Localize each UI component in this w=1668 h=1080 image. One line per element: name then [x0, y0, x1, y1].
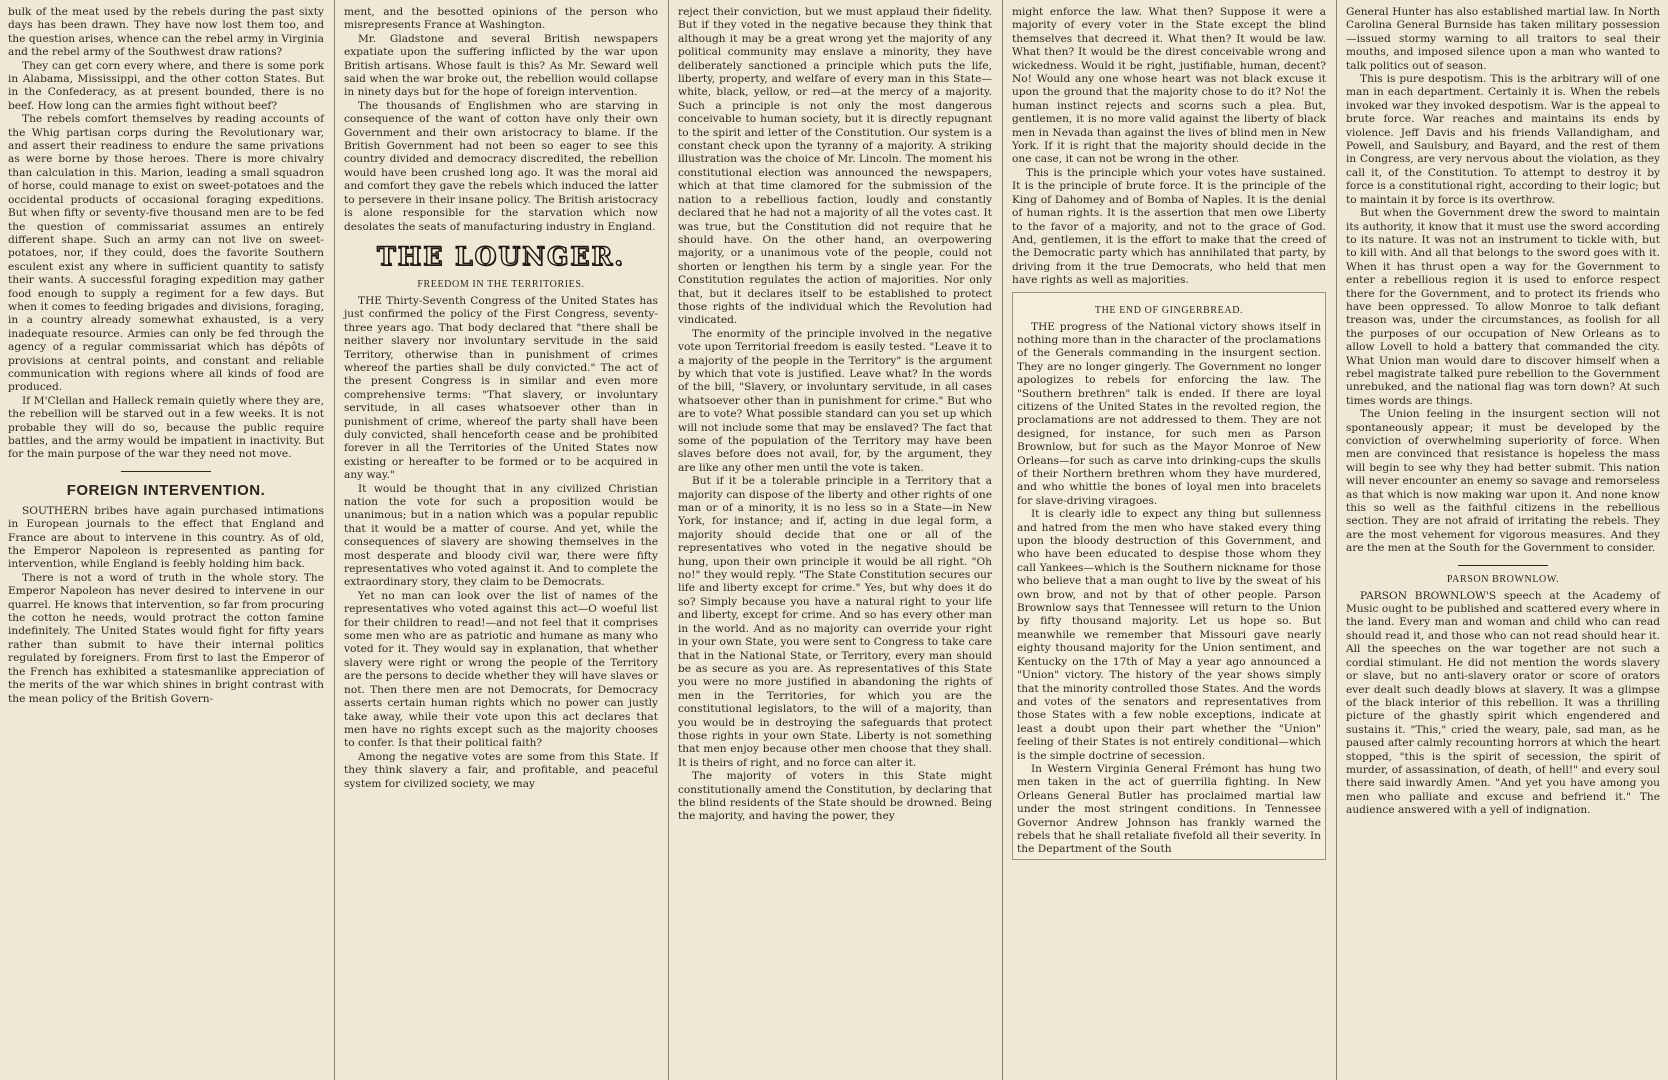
column-4	[1004, 0, 1334, 1080]
column-rule	[668, 0, 669, 1080]
paragraph: This is the principle which your votes have sustained. It is the principle of brute force. It is the principle of the King of Dahomey and of Bomba of Naples. It is the denial of human rights. It is the assertion that men owe Liberty to the favor of a majority, and not to the grace of God. And, gentlemen, it is the effort to make that the creed of the Democratic party which has annihilated that party, by driving from it the true Democrats, who held that men have rights as well as majorities.	[1012, 166, 1326, 287]
paragraph: ment, and the besotted opinions of the person who misrepresents France at Washington.	[344, 6, 658, 32]
paragraph: might enforce the law. What then? Suppose it were a majority of every voter in the State except the blind themselves that decreed it. What then? It would be law. What then? It would be the direst conceivable wrong and wickedness. Would it be right, justifiable, human, decent? No! Would any one whose heart was not black excuse it upon the ground that the majority chose to do it? No! the human instinct rejects and scorns such a plea. But, gentlemen, it is no more valid against the liberty of black men in Nevada than against the lives of blind men in New York. If it is right that the majority should decide in the one case, it can not be wrong in the other.	[1012, 6, 1326, 166]
paragraph: PARSON BROWNLOW'S speech at the Academy of Music ought to be published and scattered every where in the land. Every man and woman and child who can read should read it, and those who can not read should hear it. All the speeches on the war together are not such a cordial stimulant. He did not mention the words slavery or slave, but no anti-slavery orator or score of orators ever dealt such deadly blows at slavery. It was a glimpse of the black interior of this rebellion. It was a thrilling picture of the ghastly spirit which engendered and sustains it. "This," cried the weary, pale, sad man, as he paused after calmly recounting horrors at which the heart stopped, "this is the spirit of secession, the spirit of murder, of assassination, of death, of hell!" and every soul there said inwardly Amen. "And yet you have among you men who palliate and excuse and befriend it." The audience answered with a yell of indignation.	[1346, 589, 1660, 817]
paragraph: SOUTHERN bribes have again purchased intimations in European journals to the effect that England and France are about to intervene in this country. As of old, the Emperor Napoleon is represented as panting for intervention, while England is feebly holding him back.	[8, 504, 324, 571]
paragraph: Yet no man can look over the list of names of the representatives who voted against this act—O woeful list for their children to read!—and not feel that it comprises some men who are as patriotic and humane as many who voted for it. They would say in explanation, that whether slavery were right or wrong the people of the Territory are the persons to decide whether they will have slaves or not. Then there men are not Democrats, for Democracy asserts certain human rights which no power can justly take away, while their vote upon this act declares that men have no rights except such as the majority chooses to confer. Is that their political faith?	[344, 589, 658, 750]
subheading-end-of-gingerbread: THE END OF GINGERBREAD.	[1094, 304, 1244, 316]
section-divider	[1458, 565, 1548, 566]
column-rule	[1336, 0, 1337, 1080]
paragraph: There is not a word of truth in the whole story. The Emperor Napoleon has never desired to intervene in our quarrel. He knows that intervention, so far from procuring the cotton he needs, would protract the cotton famine indefinitely. The United States would fight for fifty years rather than submit to have their internal politics regulated by foreigners. From first to last the Emperor of the French has exhibited a statesmanlike appreciation of the merits of the war which shines in bright contrast with the mean policy of the British Govern-	[8, 571, 324, 705]
column-3	[670, 0, 1000, 1080]
subheading-freedom-in-the-territories: FREEDOM IN THE TERRITORIES.	[417, 278, 585, 290]
paragraph: In Western Virginia General Frémont has hung two men taken in the act of guerrilla fighting. In New Orleans General Butler has proclaimed martial law under the most stringent conditions. In Tennessee Governor Andrew Johnson has frankly warned the rebels that he shall retaliate fivefold all their severity. In the Department of the South	[1017, 762, 1321, 856]
paragraph: THE Thirty-Seventh Congress of the United States has just confirmed the policy of the First Congress, seventy-three years ago. That body declared that "there shall be neither slavery nor involuntary servitude in the said Territory, otherwise than in punishment of crimes whereof the parties shall be duly convicted." The act of the present Congress is in similar and even more comprehensive terms: "That slavery, or involuntary servitude, in all cases whatsoever other than in punishment of crime, whereof the party shall have been duly convicted, shall henceforth cease and be prohibited forever in all the Territories of the United States now existing or hereafter to be formed or to be acquired in any way."	[344, 294, 658, 482]
section-divider	[121, 471, 211, 472]
paragraph: Mr. Gladstone and several British newspapers expatiate upon the suffering inflicted by the war upon British artisans. Whose fault is this? As Mr. Seward well said when the war broke out, the rebellion would collapse in ninety days but for the hope of foreign intervention.	[344, 32, 658, 99]
paragraph: They can get corn every where, and there is some pork in Alabama, Mississippi, and the other cotton States. But in the Confederacy, as at present bounded, there is no beef. How long can the armies fight without beef?	[8, 59, 324, 112]
paragraph: But if it be a tolerable principle in a Territory that a majority can dispose of the liberty and other rights of one man or of a minority, it is no less so in a State—in New York, for instance; and if, acting in due legal form, a majority should decide that one or all of the representatives who voted in the negative should be hung, upon their own principle it would be all right. "Oh no!" they would reply. "The State Constitution secures our life and liberty except for crime." Yes, but why does it do so? Simply because you have a natural right to your life and liberty, except for crime. And so has every other man in the world. And as no majority can override your right in your own State, you were sent to Congress to take care that in the National State, or Territory, every man should be as secure as you are. As representatives of this State you were no more justified in abandoning the rights of men in the Territories, for which you are the constitutional legislators, to the will of a majority, than you would be in destroying the safeguards that protect those rights in your own State. Liberty is not something that men enjoy because other men choose that they shall. It is theirs of right, and no force can alter it.	[678, 475, 992, 769]
paragraph: THE progress of the National victory shows itself in nothing more than in the character of the proclamations of the Generals commanding in the insurgent section. They are no longer gingerly. The Government no longer apologizes to rebels for enforcing the law. The "Southern brethren" talk is ended. If there are loyal citizens of the United States in the revolted region, the proclamations are not addressed to them. They are not designed, for instance, for such men as Parson Brownlow, but for such as the Mayor Monroe of New Orleans—for such as carve into drinking-cups the skulls of their Northern brethren whom they have murdered, and who whittle the bones of loyal men into bracelets for slave-driving viragoes.	[1017, 320, 1321, 507]
paragraph: The majority of voters in this State might constitutionally amend the Constitution, by declaring that the blind residents of the State should be drowned. Being the majority, and having the power, they	[678, 770, 992, 823]
paragraph: General Hunter has also established martial law. In North Carolina General Burnside has taken military possession—issued stormy warning to all traitors to seal their mouths, and imposed silence upon a man who wanted to talk politics out of season.	[1346, 6, 1660, 72]
subheading-parson-brownlow: PARSON BROWNLOW.	[1446, 573, 1560, 585]
section-heading-foreign-intervention: FOREIGN INTERVENTION.	[66, 481, 266, 499]
column-5	[1338, 0, 1668, 1080]
paragraph: The enormity of the principle involved in the negative vote upon Territorial freedom is easily tested. "Leave it to a majority of the people in the Territory" is the argument by which that vote is justified. Leave what? In the words of the bill, "Slavery, or involuntary servitude, in all cases whatsoever other than in punishment for crime." But who are to vote? What possible standard can you set up which will not include some that may be enslaved? The fact that some of the population of the Territory may have been slaves before does not avail, for, by the argument, they are like any other men until the vote is taken.	[678, 327, 992, 474]
paragraph: The Union feeling in the insurgent section will not spontaneously appear; it must be developed by the conviction of overwhelming superiority of force. When men are convinced that resistance is hopeless the mass will begin to see why they had better submit. This nation will never encounter an enemy so savage and remorseless as that which is now making war upon it. And none know this so well as the faithful citizens in the rebellious section. They are not afraid of irritating the rebels. They are the most vehement for vigorous measures. And they are the men at the South for the Government to consider.	[1346, 408, 1660, 555]
paragraph: It would be thought that in any civilized Christian nation the vote for such a proposition would be unanimous; but in a nation which was a popular republic that it would be a matter of course. And yet, while the consequences of slavery are showing themselves in the most desperate and bloody civil war, there were fifty representatives who voted against it. And to complete the extraordinary story, they claim to be Democrats.	[344, 482, 658, 589]
paragraph: This is pure despotism. This is the arbitrary will of one man in each department. Certainly it is. When the rebels invoked war they invoked despotism. War is the appeal to brute force. War reaches and maintains its ends by violence. Jeff Davis and his friends Vallandigham, and Powell, and Saulsbury, and Bayard, and the rest of them in Congress, are very nervous about the violation, as they call it, of the Constitution. To attempt to destroy it by force is a constitutional right, according to their logic; but to maintain it by force is its overthrow.	[1346, 73, 1660, 206]
column-1	[0, 0, 332, 1080]
gingerbread-article-box	[1012, 292, 1326, 860]
paragraph: Among the negative votes are some from this State. If they think slavery a fair, and profitable, and peaceful system for civilized society, we may	[344, 750, 658, 790]
paragraph: reject their conviction, but we must applaud their fidelity. But if they voted in the negative because they think that although it may be a great wrong yet the majority of any political community may enslave a minority, they have deliberately sanctioned a principle which puts the life, liberty, property, and welfare of every man in this State—white, black, yellow, or red—at the mercy of a majority. Such a principle is not only the most dangerous conceivable to human society, but it is directly repugnant to the spirit and letter of the Constitution. Our system is a constant check upon the tyranny of a majority. A striking illustration was the choice of Mr. Lincoln. The moment his constitutional election was announced the newspapers, which at that time clamored for the submission of the nation to a rebellious faction, loudly and constantly declared that he had not a majority of all the votes cast. It was true, but the Constitution did not require that he should have. On the other hand, an overpowering majority, or a unanimous vote of the people, could not shorten or lengthen his term by a single year. For the Constitution regulates the action of majorities. Nor only that, but it declares itself to be established to protect those rights of the individual which the Revolution had vindicated.	[678, 6, 992, 327]
paragraph: It is clearly idle to expect any thing but sullenness and hatred from the men who have staked every thing upon the bloody destruction of this Government, and who have been educated to despise those whom they call Yankees—which is the Southern nickname for those who believe that a man ought to live by the sweat of his own brow, and not by that of other people. Parson Brownlow says that Tennessee will return to the Union by fifty thousand majority. Let us hope so. But meanwhile we remember that Missouri gave nearly eighty thousand majority for the Union sentiment, and Kentucky on the 17th of May a year ago announced a "Union" victory. The history of the year shows simply that the minority controlled those States. And the words and votes of the senators and representatives from those States with a few noble exceptions, indicate at least a doubt upon their part whether the "Union" feeling of their States is not entirely conditional—which is the simple doctrine of secession.	[1017, 508, 1321, 762]
column-rule	[1002, 0, 1003, 1080]
paragraph: If M'Clellan and Halleck remain quietly where they are, the rebellion will be starved out in a few weeks. It is not probable they will do so, because the public require battles, and the army would be impatient in inactivity. But for the main purpose of the war they need not move.	[8, 394, 324, 461]
paragraph: bulk of the meat used by the rebels during the past sixty days has been drawn. They have now lost them too, and the question arises, whence can the rebel army in Virginia and the rebel army of the Southwest draw rations?	[8, 6, 324, 59]
column-2	[336, 0, 666, 1080]
paragraph: But when the Government drew the sword to maintain its authority, it know that it must use the sword according to its nature. It was not an instrument to tickle with, but to kill with. And all that belongs to the sword goes with it. When it has thrust open a way for the Government to enter a rebellious region it is used to enforce respect there for the Government, and to protect its friends who have been oppressed. To allow Monroe to talk defiant treason was, under the circumstances, as foolish for all the purposes of our occupation of New Orleans as to allow Lovell to hold a battery that commanded the city. What Union man would dare to discover himself when a rebel magistrate talked pure rebellion to the Government unrebuked, and the national flag was torn down? At such times words are things.	[1346, 207, 1660, 407]
masthead-the-lounger: THE LOUNGER.	[377, 241, 625, 271]
column-rule	[334, 0, 335, 1080]
paragraph: The thousands of Englishmen who are starving in consequence of the want of cotton have only their own Government and their own aristocracy to blame. If the British Government had not been so eager to see this country divided and democracy discredited, the rebellion would have been crushed long ago. It was the moral aid and comfort they gave the rebels which induced the latter to persevere in their insane policy. The British aristocracy is alone responsible for the starvation which now desolates the seats of manufacturing industry in England.	[344, 99, 658, 233]
paragraph: The rebels comfort themselves by reading accounts of the Whig partisan corps during the Revolutionary war, and assert their readiness to endure the same privations as were borne by those heroes. There is more chivalry than calculation in this. Marion, leading a small squadron of horse, could manage to exist on sweet-potatoes and the occidental products of occasional foraging expeditions. But when fifty or seventy-five thousand men are to be fed the question of commissariat assumes an entirely different shape. Such an army can not live on sweet-potatoes, nor, if they could, does the favorite Southern esculent exist any where in sufficient quantity to satisfy their wants. A successful foraging expedition may gather food enough to supply a regiment for a few days. But when it comes to feeding brigades and divisions, foraging, in a country already somewhat exhausted, is a very inadequate resource. Armies can only be fed through the agency of a regular commissariat which has dépôts of provisions at central points, and constant and reliable communication with regions where all kinds of food are produced.	[8, 113, 324, 394]
